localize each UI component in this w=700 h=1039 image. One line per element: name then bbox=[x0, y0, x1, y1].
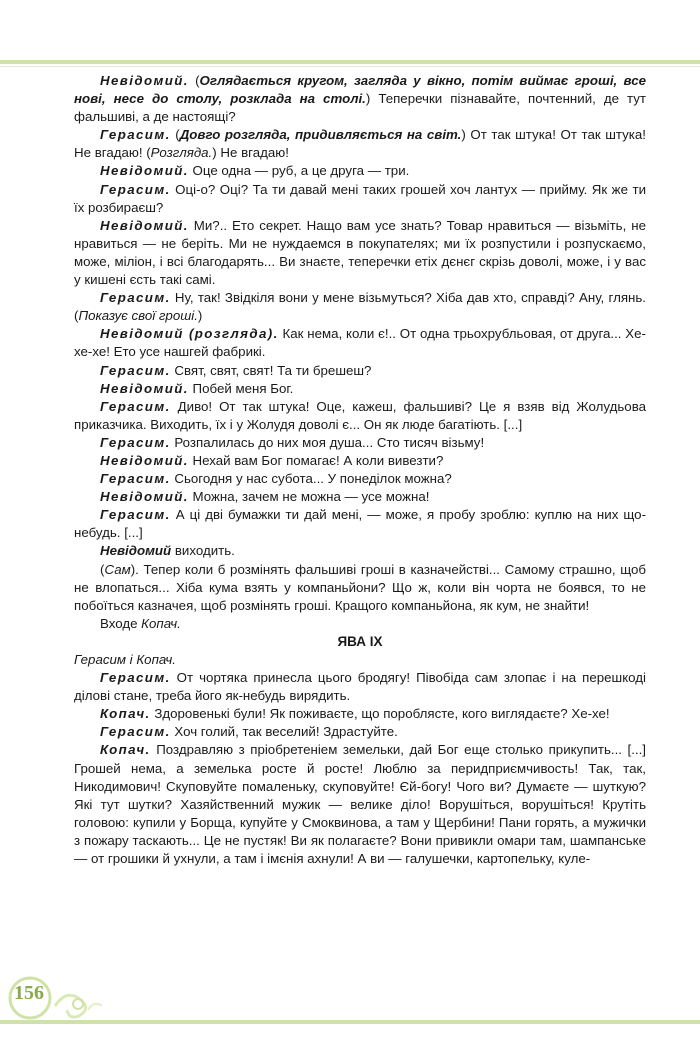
paragraph bbox=[74, 705, 646, 723]
speech-text: Здоровенькі були! Як поживаєте, що пороблясте, кого виглядаєте? Хе-хе! bbox=[150, 706, 610, 722]
speaker-name: Герасим. bbox=[100, 290, 171, 306]
paragraph bbox=[74, 162, 646, 180]
speech-text: А ці дві бумажки ти дай мені, — може, я пробу зроблю: куплю на них що-небудь. [...] bbox=[74, 507, 646, 541]
speaker-name: Герасим. bbox=[100, 724, 171, 740]
speech-text: виходить. bbox=[171, 543, 235, 559]
page-number: 156 bbox=[14, 982, 44, 1004]
stage-direction: Розгляда. bbox=[150, 145, 213, 161]
speaker-name: Невідомий. bbox=[100, 489, 189, 505]
paragraph bbox=[74, 289, 646, 325]
stage-direction: Герасим і Копач. bbox=[74, 652, 176, 667]
paragraph bbox=[74, 325, 646, 361]
paragraph bbox=[74, 542, 646, 560]
speaker-name: Копач. bbox=[100, 706, 151, 722]
paragraph bbox=[74, 741, 646, 868]
speaker-name: Герасим. bbox=[100, 471, 171, 487]
paragraph bbox=[74, 217, 646, 289]
speech-text: Оце одна — руб, а це друга — три. bbox=[188, 163, 410, 179]
speaker-name: Герасим. bbox=[100, 127, 171, 143]
paragraph bbox=[74, 615, 646, 633]
stage-direction: Копач. bbox=[141, 615, 181, 631]
speech-text: Можна, зачем не можна — усе можна! bbox=[188, 489, 430, 505]
speaker-name: Невідомий. bbox=[100, 452, 189, 468]
speech-text: ) bbox=[197, 308, 203, 324]
speech-text: Свят, свят, свят! Та ти брешеш? bbox=[170, 362, 372, 378]
speech-text: ( bbox=[188, 73, 200, 88]
speech-text: Ми?.. Ето секрет. Нащо вам усе знать? Товар нравиться — візьміть, не нравиться — не беріть. Ми не нуждаемся в покупателях; ми їх розпустили і розпускаємо, може, міліон, і всі благодарять... Ви знаєте, теперечки етіх дєнєг скрізь доволі, може, і у вас у кишені єсть такі самі. bbox=[74, 217, 646, 288]
speech-text: ( bbox=[100, 561, 105, 577]
speech-text: Розпалилась до них моя душа... Сто тисяч візьму! bbox=[170, 434, 485, 450]
paragraph bbox=[74, 452, 646, 470]
speech-text: Как нема, коли є!.. От одна трьохрубльовая, от друга... Хе-хе-хе! Ето усе нашгей фабрикі. bbox=[74, 326, 646, 360]
speaker-name: Герасим. bbox=[100, 398, 171, 414]
play-text bbox=[74, 72, 646, 868]
header-rule bbox=[0, 60, 700, 64]
paragraph bbox=[74, 470, 646, 488]
speaker-name: Невідомий. bbox=[100, 217, 189, 233]
paragraph bbox=[74, 506, 646, 542]
speaker-name: Невідомий. bbox=[100, 73, 189, 88]
speaker-name: Невідомий (розгляда). bbox=[100, 326, 279, 342]
speech-text: ) От так штука! От так штука! Не вгадаю! ( bbox=[74, 127, 646, 161]
speech-text: Поздравляю з пріобретеніем земельки, дай Бог еще столько прикупить... [...] Грошей нема, а земелька росте й росте! Люблю за перидприємчивость! Так, так, Никодимович! Скуповуйте помаленьку, скуповуйте! Єй-богу! Чого ви? Думаєте — шуткую? Які тут шутки? Хазяйственний мужик — велике діло! Ворушіться, ворушіться! Крутіть головою: купили у Борща, купуйте у Смоквинова, а там у Щербини! Пани горять, а мужички з пожару таскають... Це не пустяк! Ви як полагаєте? Вони привикли омари там, шампанське — от грошики й ухнули, а там і імєнія ахнули! А ви — галушечки, картопельку, куле- bbox=[74, 742, 646, 867]
speech-text: ) Не вгадаю! bbox=[212, 145, 289, 161]
speech-text: Диво! От так штука! Оце, кажеш, фальшиві? Це я взяв від Жолудьова приказчика. Виходить, їх і у Жолудя доволі є... Он як люде багатіють. [...] bbox=[74, 398, 646, 432]
stage-direction: Довго розгляда, придивляється на світ. bbox=[179, 127, 462, 143]
footer-rule bbox=[0, 1020, 700, 1024]
paragraph bbox=[74, 181, 646, 217]
paragraph bbox=[74, 723, 646, 741]
speech-text: Оці-о? Оці? Та ти давай мені таких грошей хоч лантух — прийму. Як же ти їх розбираєш? bbox=[74, 181, 646, 215]
paragraph bbox=[74, 126, 646, 162]
speech-text: ) Теперечки пізнавайте, почтенний, де тут фальшиві, а де настоящі? bbox=[74, 91, 646, 125]
speech-text: Сьогодня у нас субота... У понеділок можна? bbox=[170, 471, 452, 487]
stage-direction: Показує свої гроші. bbox=[78, 308, 198, 324]
speech-text: Входе bbox=[100, 615, 142, 631]
paragraph bbox=[74, 380, 646, 398]
paragraph bbox=[74, 651, 646, 669]
paragraph bbox=[74, 669, 646, 705]
speaker-name: Невідомий. bbox=[100, 380, 189, 396]
paragraph bbox=[74, 488, 646, 506]
paragraph bbox=[74, 398, 646, 434]
stage-direction: Невідомий bbox=[100, 543, 172, 559]
speech-text: ). Тепер коли б розмінять фальшиві гроші в казначействі... Самому страшно, щоб не влопаться... Хіба кума взять у компаньйони? Що ж, коли він чорта не боявся, то не побоїться казначея, щоб розмінять гроші. Кращого компаньйона, як кум, не знайти! bbox=[74, 561, 646, 613]
speech-text: Побей меня Бог. bbox=[188, 380, 294, 396]
speaker-name: Невідомий. bbox=[100, 163, 189, 179]
speaker-name: Герасим. bbox=[100, 362, 171, 378]
paragraph bbox=[74, 72, 646, 126]
speech-text: От чортяка принесла цього бродягу! Півобіда сам злопає і на перешкоді ділові стане, треба його як-небудь вирядить. bbox=[74, 670, 646, 704]
paragraph bbox=[74, 434, 646, 452]
speech-text: Хоч голий, так веселий! Здрастуйте. bbox=[170, 724, 398, 740]
speaker-name: Копач. bbox=[100, 742, 151, 758]
page-number-ornament bbox=[0, 976, 160, 1026]
speaker-name: Герасим. bbox=[100, 507, 171, 523]
stage-direction: Сам bbox=[104, 561, 131, 577]
header-rule-thin bbox=[0, 66, 700, 67]
speaker-name: Герасим. bbox=[100, 434, 171, 450]
speech-text: Нехай вам Бог помагає! А коли вивезти? bbox=[188, 452, 444, 468]
speech-text: Ну, так! Звідкіля вони у мене візьмуться? Хіба дав хто, справді? Ану, глянь. ( bbox=[74, 290, 646, 324]
section-title: ЯВА ІХ bbox=[337, 633, 383, 649]
speech-text: ( bbox=[170, 127, 180, 143]
speaker-name: Герасим. bbox=[100, 181, 171, 197]
paragraph bbox=[74, 362, 646, 380]
speaker-name: Герасим. bbox=[100, 670, 171, 686]
stage-direction: Оглядається кругом, загляда у вікно, потім виймає гроші, все нові, несе до столу, розклада на столі. bbox=[74, 73, 646, 107]
paragraph bbox=[74, 561, 646, 615]
